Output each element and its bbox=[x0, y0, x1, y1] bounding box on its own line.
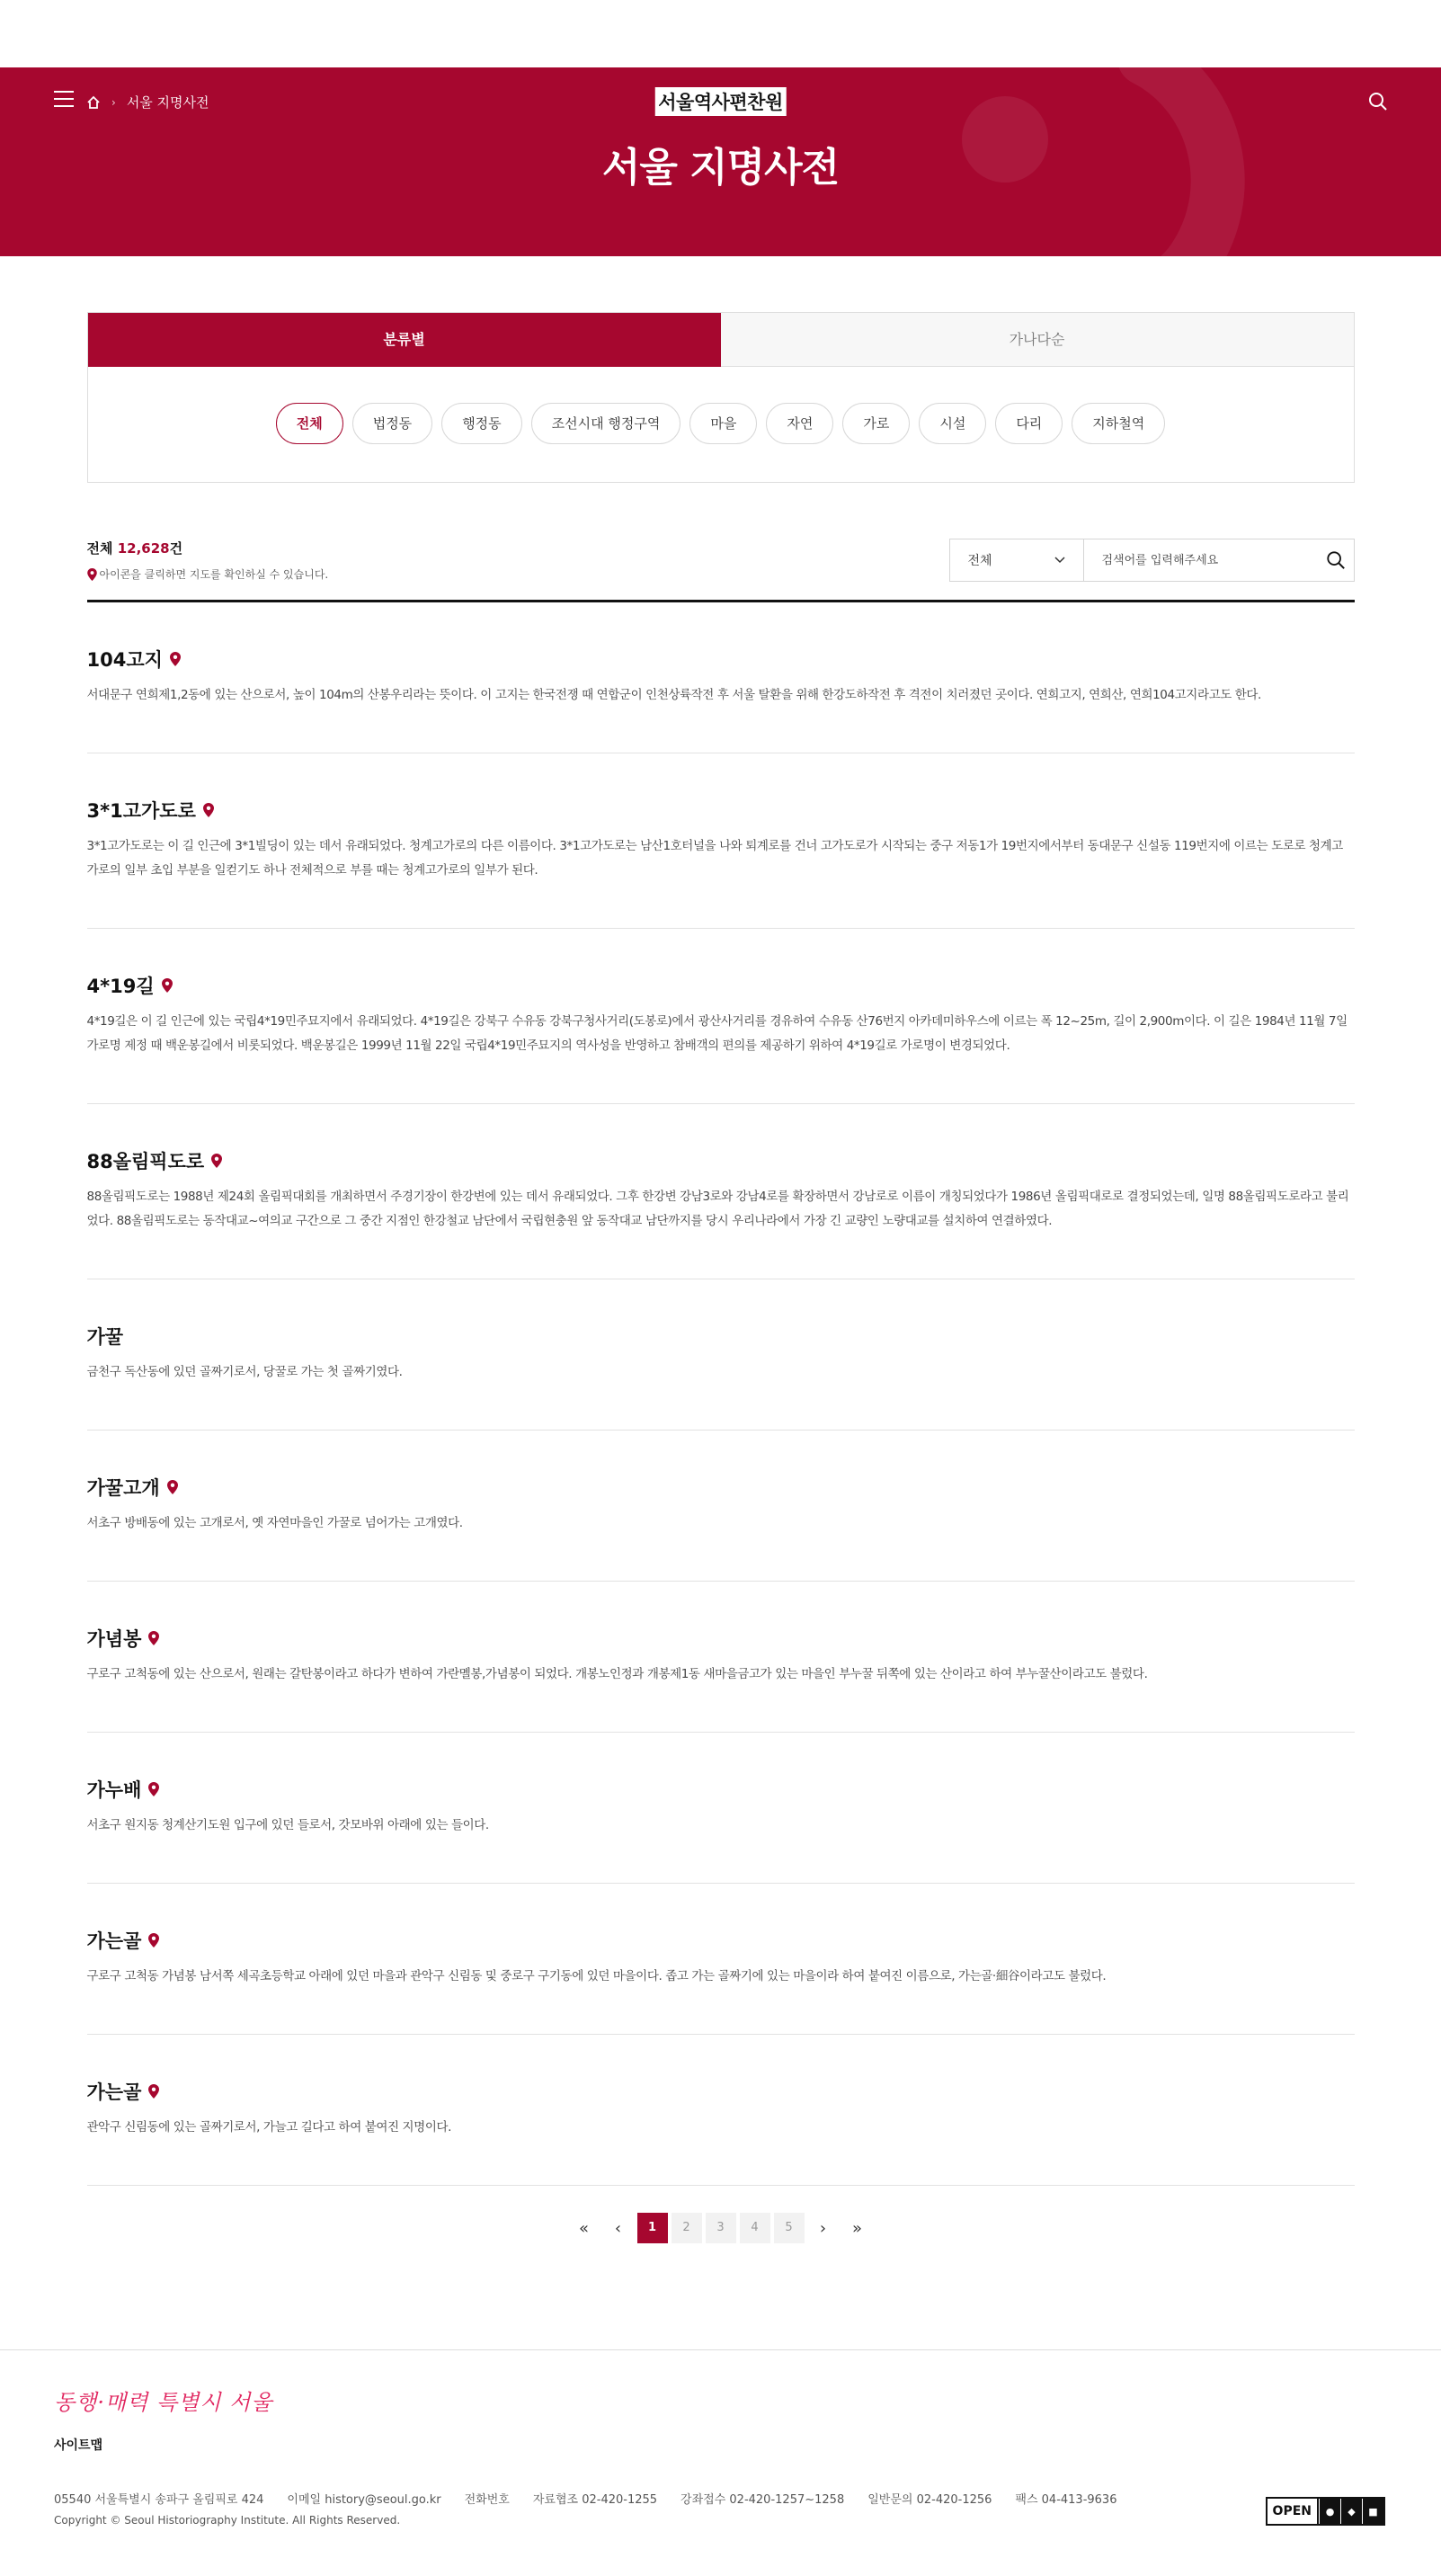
map-pin-icon[interactable] bbox=[203, 803, 214, 817]
org-name[interactable]: 서울역사편찬원 bbox=[654, 87, 787, 116]
breadcrumb bbox=[86, 93, 209, 111]
list-item bbox=[87, 1733, 1355, 1884]
list-item bbox=[87, 1279, 1355, 1431]
chip-nature[interactable]: 자연 bbox=[766, 403, 833, 444]
map-pin-icon bbox=[87, 568, 97, 581]
total-count bbox=[87, 539, 329, 557]
entry-name-row bbox=[87, 1323, 1355, 1350]
map-pin-icon[interactable] bbox=[148, 2084, 159, 2099]
entry-title[interactable]: 가꿀고개 bbox=[86, 1477, 160, 1499]
entry-name-row bbox=[87, 1776, 1355, 1803]
entry-title[interactable]: 104고지 bbox=[86, 649, 163, 671]
page-button[interactable]: 1 bbox=[637, 2213, 668, 2243]
sitemap-link[interactable]: 사이트맵 bbox=[54, 2438, 103, 2453]
seoul-slogan-logo[interactable] bbox=[54, 2384, 1387, 2416]
entry-title[interactable]: 88올림픽도로 bbox=[86, 1151, 205, 1172]
page-header bbox=[0, 67, 1441, 256]
menu-icon[interactable] bbox=[54, 91, 74, 109]
site-footer bbox=[0, 2349, 1441, 2576]
page-button[interactable]: 4 bbox=[740, 2213, 770, 2243]
page-button[interactable]: 5 bbox=[774, 2213, 805, 2243]
breadcrumb-current[interactable]: 서울 지명사전 bbox=[126, 94, 209, 111]
map-pin-icon[interactable] bbox=[148, 1782, 159, 1796]
search-icon[interactable] bbox=[1367, 91, 1389, 112]
list-item bbox=[87, 2035, 1355, 2186]
prev-page-icon[interactable]: ‹ bbox=[614, 2218, 622, 2238]
entry-description: 3*1고가도로는 이 길 인근에 3*1빌딩이 있는 데서 유래되었다. 청계고가로의 다른 이름이다. 3*1고가도로는 남산1호터널을 나와 퇴계로를 건너 고가도로가 시작되는 중구 저동1가 19번지에서부터 동대문구 신설동 119번지에 이르는 도로로 청계고가로의 일부 초입 부분을 일컫기도 하나 전체적으로 부를 때는 청계고가로의 일부가 된다. bbox=[86, 839, 1343, 878]
entry-name-row bbox=[87, 1147, 1355, 1174]
entry-title[interactable]: 가는골 bbox=[86, 2081, 142, 2103]
tab-category[interactable]: 분류별 bbox=[88, 313, 721, 367]
footer-phone-label: 전화번호 bbox=[464, 2493, 510, 2507]
list-item bbox=[87, 1104, 1355, 1279]
total-number: 12,628 bbox=[117, 540, 170, 557]
chip-admin-dong[interactable]: 행정동 bbox=[441, 403, 521, 444]
entry-name-row bbox=[87, 2078, 1355, 2105]
total-unit: 건 bbox=[169, 540, 183, 557]
no-derivatives-icon: ■ bbox=[1362, 2499, 1383, 2524]
slogan-text: 동행·매력 특별시 서울 bbox=[54, 2390, 273, 2415]
page-button[interactable]: 2 bbox=[672, 2213, 702, 2243]
entry-name-row bbox=[87, 646, 1355, 673]
entry-name-row bbox=[87, 1927, 1355, 1954]
home-icon[interactable] bbox=[86, 95, 101, 110]
first-page-icon[interactable]: « bbox=[578, 2218, 589, 2238]
entry-description: 관악구 신림동에 있는 골짜기로서, 가늘고 길다고 하여 붙여진 지명이다. bbox=[86, 2120, 452, 2135]
page-title: 서울 지명사전 bbox=[601, 145, 840, 191]
search-form bbox=[949, 539, 1355, 582]
next-page-icon[interactable]: › bbox=[819, 2218, 827, 2238]
footer-fax: 팩스 04-413-9636 bbox=[1015, 2493, 1117, 2507]
footer-info bbox=[54, 2490, 1387, 2507]
entry-description: 구로구 고척동에 있는 산으로서, 원래는 갈탄봉이라고 하다가 변하여 가란몔봉,가념봉이 되었다. 개봉노인정과 개봉제1동 새마을금고가 있는 마을인 부누꿀 뒤쪽에 있는 산이라고 하여 부누꿀산이라고도 불렀다. bbox=[86, 1667, 1148, 1681]
entry-title[interactable]: 가는골 bbox=[86, 1930, 142, 1952]
list-item bbox=[87, 753, 1355, 929]
entry-title[interactable]: 가꿀 bbox=[86, 1326, 124, 1348]
entry-title[interactable]: 3*1고가도로 bbox=[86, 800, 196, 822]
entry-description: 구로구 고척동 가념봉 남서쪽 세곡초등학교 아래에 있던 마을과 관악구 신림동 및 중로구 구기동에 있던 마을이다. 좁고 가는 골짜기에 있는 마을이라 하여 붙여진 이름으로, 가는골·細谷이라고도 불렀다. bbox=[86, 1969, 1107, 1983]
chevron-right-icon: › bbox=[111, 95, 116, 109]
tab-bar bbox=[88, 313, 1354, 367]
search-button[interactable] bbox=[1318, 539, 1354, 581]
map-pin-icon[interactable] bbox=[148, 1631, 159, 1645]
footer-copyright: Copyright © Seoul Historiography Institute. All Rights Reserved. bbox=[54, 2514, 401, 2527]
list-item bbox=[87, 929, 1355, 1104]
footer-address: 05540 서울특별시 송파구 올림픽로 424 bbox=[54, 2493, 264, 2507]
search-input[interactable] bbox=[1084, 539, 1318, 581]
list-item bbox=[87, 1884, 1355, 2035]
chip-village[interactable]: 마을 bbox=[689, 403, 757, 444]
entry-name-row bbox=[87, 1625, 1355, 1652]
entry-name-row bbox=[87, 1474, 1355, 1501]
pagination bbox=[87, 2213, 1355, 2243]
map-pin-icon[interactable] bbox=[162, 978, 173, 993]
chip-bridge[interactable]: 다리 bbox=[995, 403, 1063, 444]
entry-description: 88올림픽도로는 1988년 제24회 올림픽대회를 개최하면서 주경기장이 한강변에 있는 데서 유래되었다. 그후 한강변 강남3로와 강남4로를 확장하면서 강남로로 이름이 개칭되었다가 1986년 올림픽대로로 결정되었는데, 일명 88올림픽도로라고 불리었다. 88올림픽도로는 동작대교~여의교 구간으로 그 중간 지점인 한강철교 남단에서 국립현충원 앞 동작대교 남단까지를 당시 우리나라에서 가장 긴 교량인 노량대교를 설치하여 연결하였다. bbox=[86, 1190, 1349, 1228]
footer-email: 이메일 history@seoul.go.kr bbox=[287, 2493, 441, 2507]
noncommercial-icon: ◆ bbox=[1340, 2499, 1362, 2524]
chip-all[interactable]: 전체 bbox=[276, 403, 343, 444]
entry-title[interactable]: 가누배 bbox=[86, 1779, 142, 1801]
map-pin-icon[interactable] bbox=[167, 1480, 178, 1494]
map-pin-icon[interactable] bbox=[148, 1933, 159, 1948]
tab-alphabetical[interactable]: 가나다순 bbox=[721, 313, 1354, 367]
entry-name-row bbox=[87, 797, 1355, 824]
search-icon bbox=[1326, 550, 1346, 570]
category-chips bbox=[88, 367, 1354, 482]
footer-phone-lectures: 강좌접수 02-420-1257~1258 bbox=[680, 2493, 845, 2507]
map-hint-text: 아이콘을 클릭하면 지도를 확인하실 수 있습니다. bbox=[99, 568, 329, 581]
last-page-icon[interactable]: » bbox=[851, 2218, 862, 2238]
entry-description: 서초구 원지동 청계산기도원 입구에 있던 들로서, 갓모바위 아래에 있는 들이다. bbox=[86, 1818, 489, 1832]
entry-description: 서초구 방배동에 있는 고개로서, 옛 자연마을인 가꿀로 넘어가는 고개였다. bbox=[86, 1516, 463, 1530]
map-pin-icon[interactable] bbox=[211, 1154, 222, 1168]
total-label: 전체 bbox=[86, 540, 113, 557]
chip-subway[interactable]: 지하철역 bbox=[1072, 403, 1165, 444]
top-spacer bbox=[0, 0, 1441, 67]
chip-joseon-district[interactable]: 조선시대 행정구역 bbox=[531, 403, 681, 444]
filter-panel bbox=[87, 312, 1355, 483]
chevron-down-icon bbox=[1054, 557, 1065, 564]
entry-description: 4*19길은 이 길 인근에 있는 국립4*19민주묘지에서 유래되었다. 4*19길은 강북구 수유동 강북구청사거리(도봉로)에서 광산사거리를 경유하여 수유동 산76번지 아카데미하우스에 이르는 폭 12~25m, 길이 2,900m이다. 이 길은 1984년 11월 7일 가로명 제정 때 백운봉길에서 비롯되었다. 백운봉길은 1999년 11월 22일 국립4*19민주묘지의 역사성을 반영하고 참배객의 편의를 제공하기 위하여 4*19길로 가로명이 변경되었다. bbox=[86, 1014, 1348, 1053]
entry-title[interactable]: 4*19길 bbox=[86, 976, 155, 997]
search-scope-value: 전체 bbox=[967, 554, 992, 568]
attribution-icon: ● bbox=[1319, 2499, 1340, 2524]
entry-description: 금천구 독산동에 있던 골짜기로서, 당꿀로 가는 첫 골짜기였다. bbox=[86, 1365, 403, 1379]
list-item bbox=[87, 602, 1355, 753]
kogl-open-label: OPEN bbox=[1268, 2499, 1319, 2524]
main-content bbox=[87, 312, 1355, 2243]
entry-name-row bbox=[87, 972, 1355, 999]
list-summary bbox=[87, 539, 329, 582]
entry-description: 서대문구 연희제1,2동에 있는 산으로서, 높이 104m의 산봉우리라는 뜻이다. 이 고지는 한국전쟁 때 연합군이 인천상륙작전 후 서울 탈환을 위해 한강도하작전 후 격전이 치러졌던 곳이다. 연희고지, 연희산, 연희104고지라고도 한다. bbox=[86, 688, 1261, 702]
list-item bbox=[87, 1582, 1355, 1733]
chip-facility[interactable]: 시설 bbox=[919, 403, 986, 444]
list-item bbox=[87, 1431, 1355, 1582]
page-button[interactable]: 3 bbox=[706, 2213, 736, 2243]
chip-legal-dong[interactable]: 법정동 bbox=[352, 403, 432, 444]
kogl-license-badge[interactable] bbox=[1266, 2497, 1385, 2526]
list-header bbox=[87, 539, 1355, 602]
chip-street[interactable]: 가로 bbox=[842, 403, 910, 444]
map-hint bbox=[87, 566, 329, 582]
entry-list bbox=[87, 602, 1355, 2186]
search-scope-select[interactable] bbox=[950, 539, 1084, 581]
map-pin-icon[interactable] bbox=[170, 652, 181, 666]
footer-phone-materials: 자료협조 02-420-1255 bbox=[532, 2493, 658, 2507]
footer-phone-general: 일반문의 02-420-1256 bbox=[867, 2493, 992, 2507]
entry-title[interactable]: 가념봉 bbox=[86, 1628, 142, 1650]
